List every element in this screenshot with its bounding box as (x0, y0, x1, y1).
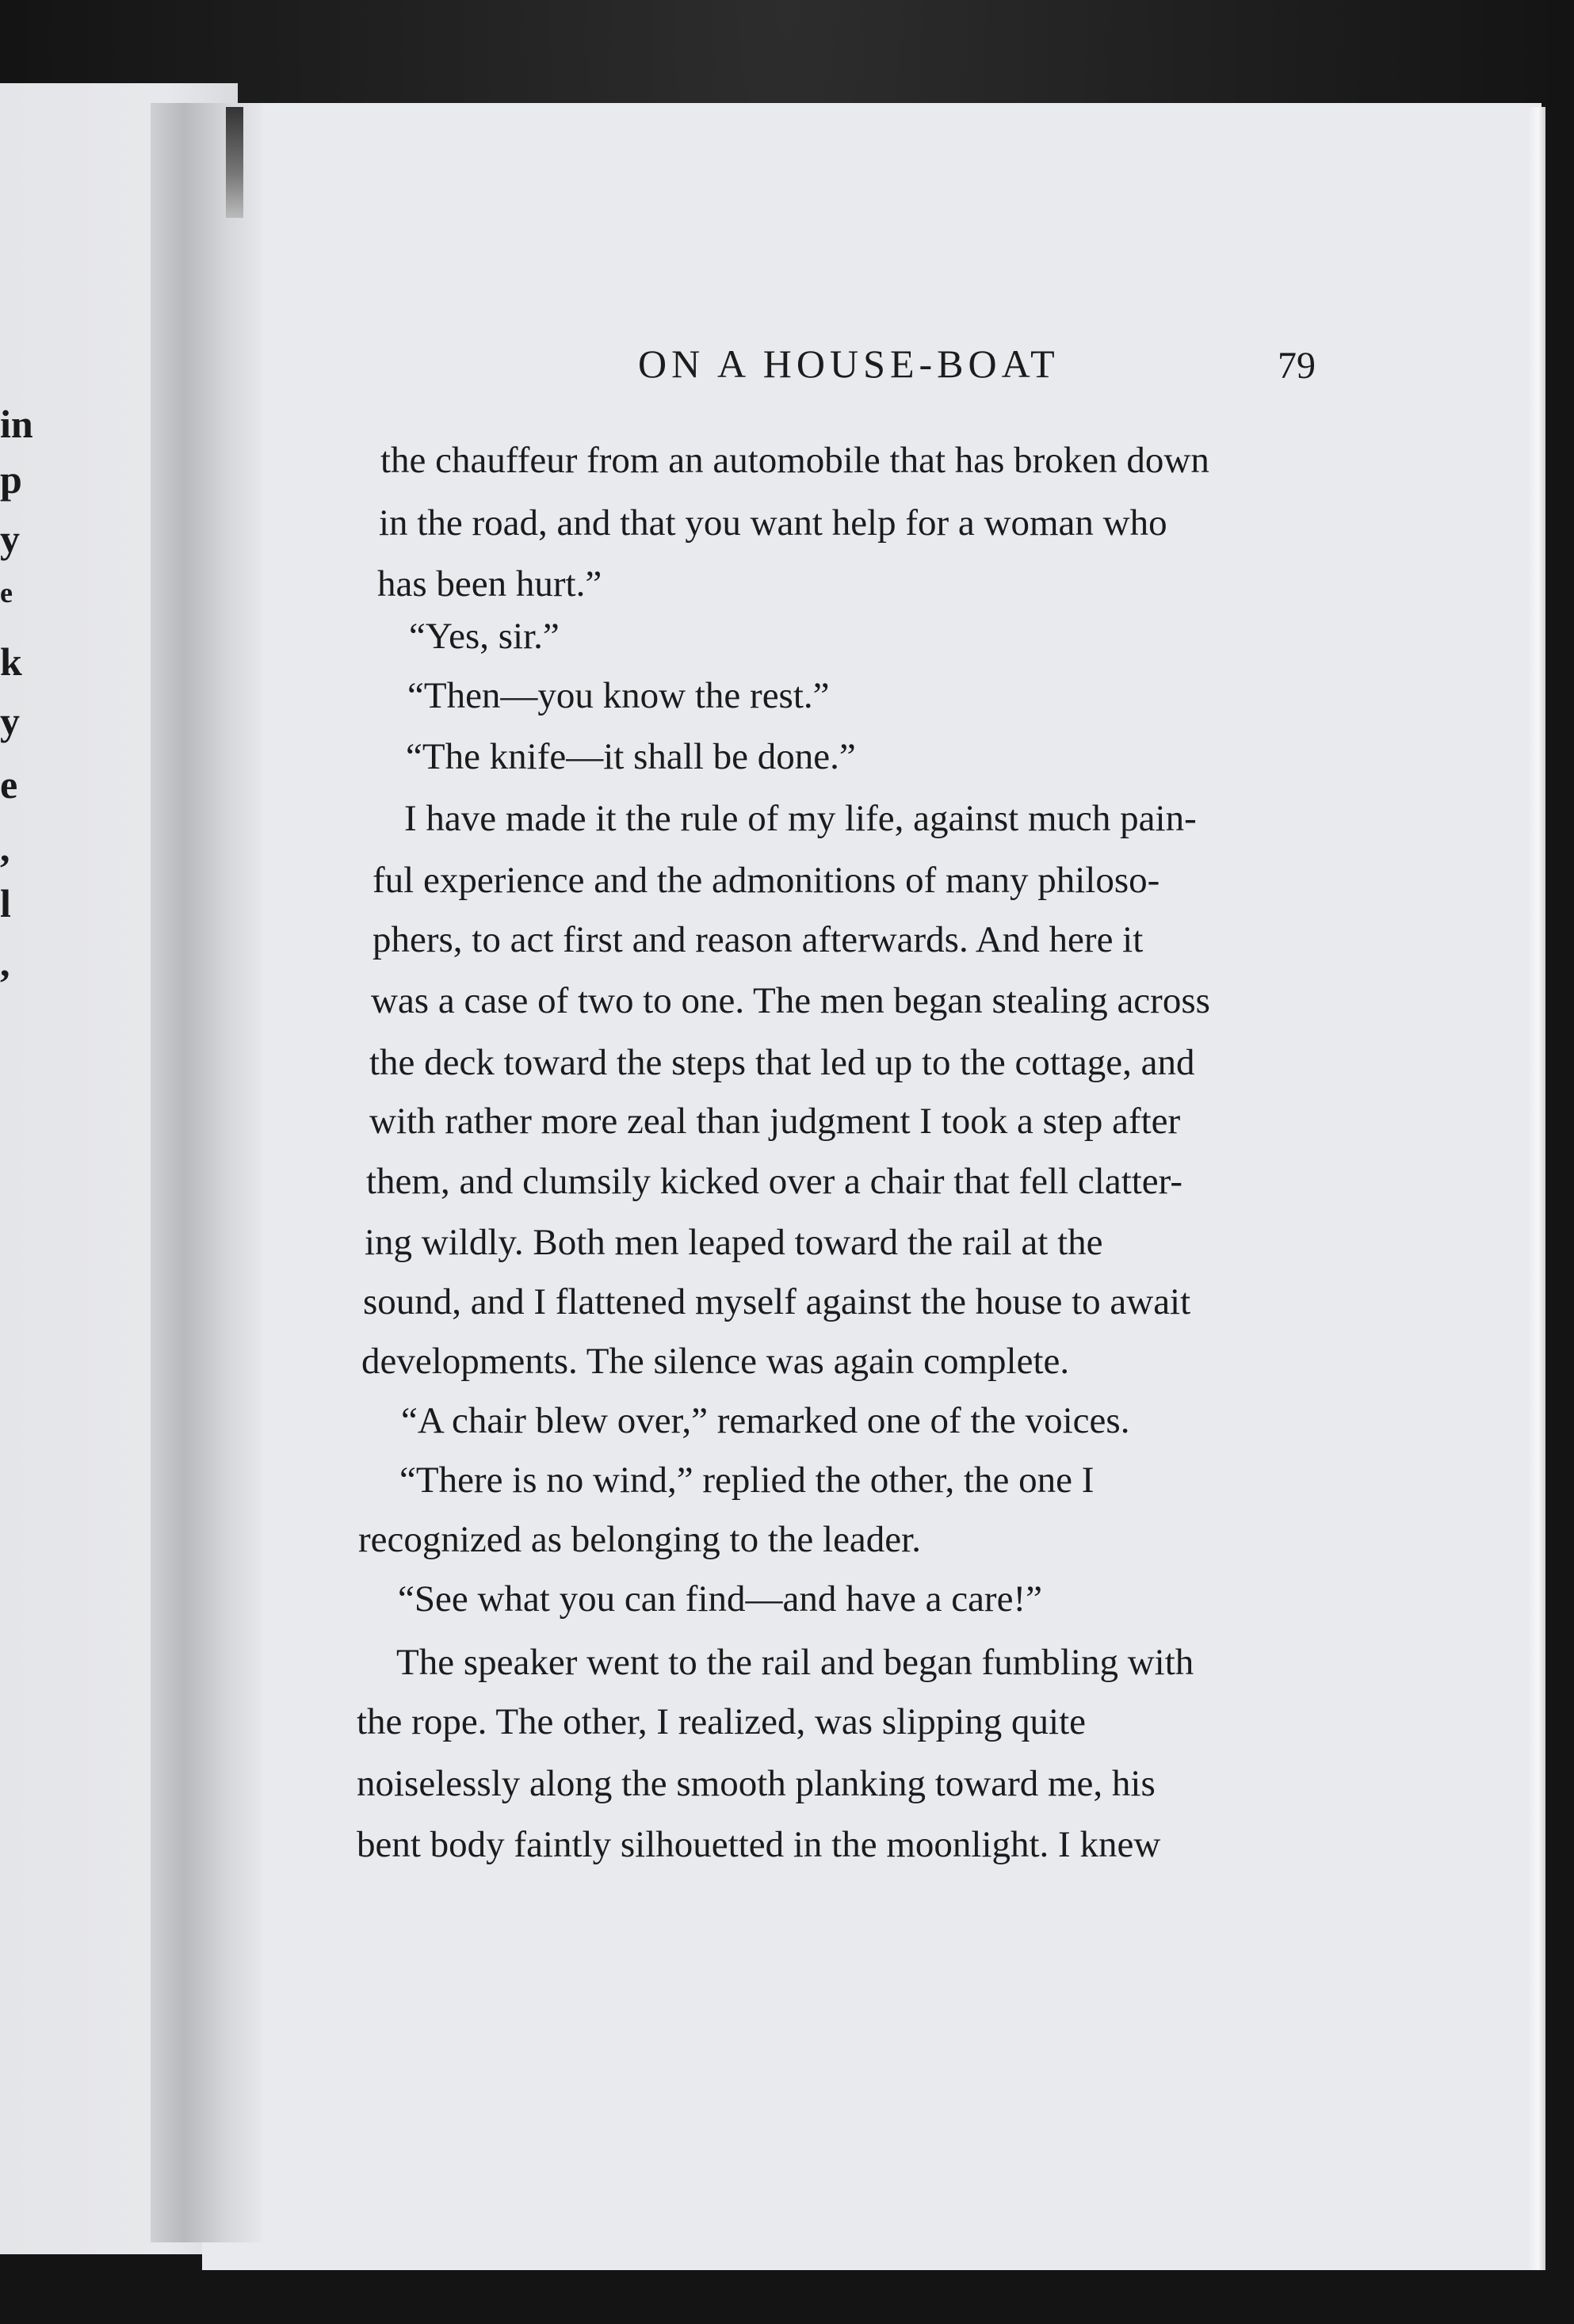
text-line: developments. The silence was again complete. (361, 1341, 1070, 1382)
page-edge (1528, 107, 1545, 2270)
text-line: them, and clumsily kicked over a chair that fell clatter- (366, 1161, 1183, 1202)
left-page-fragment: l (0, 881, 11, 925)
page-header (0, 341, 1574, 388)
text-line: the deck toward the steps that led up to the cottage, and (369, 1042, 1195, 1083)
left-page-fragment: in (0, 402, 33, 446)
text-line: the chauffeur from an automobile that has broken down (380, 440, 1209, 481)
text-line: ing wildly. Both men leaped toward the rail at the (365, 1222, 1103, 1263)
text-line: I have made it the rule of my life, against much pain- (404, 798, 1197, 839)
text-line: “See what you can find—and have a care!” (398, 1578, 1042, 1620)
left-page-fragment: , (0, 826, 10, 870)
text-line: The speaker went to the rail and began fumbling with (396, 1642, 1194, 1683)
left-page-fragment: y (0, 699, 20, 743)
page-number: 79 (1278, 345, 1316, 387)
left-page-fragment: e (0, 577, 13, 609)
text-line: ful experience and the admonitions of many philoso- (372, 860, 1160, 901)
text-line: bent body faintly silhouetted in the moonlight. I knew (357, 1824, 1161, 1865)
text-line: with rather more zeal than judgment I took a step after (369, 1101, 1181, 1142)
text-line: “There is no wind,” replied the other, the one I (399, 1460, 1095, 1501)
text-line: phers, to act first and reason afterwards. And here it (372, 919, 1144, 960)
text-line: “Yes, sir.” (409, 616, 560, 657)
running-head: ON A HOUSE-BOAT (638, 342, 1060, 386)
left-page-fragment: p (0, 457, 22, 502)
book-gutter (151, 103, 262, 2242)
text-line: “Then—you know the rest.” (407, 675, 830, 716)
text-line: noiselessly along the smooth planking toward me, his (357, 1763, 1156, 1804)
left-page-fragment: y (0, 517, 20, 561)
text-line: the rope. The other, I realized, was slipping quite (357, 1701, 1086, 1742)
left-page-fragment: e (0, 762, 18, 807)
text-line: sound, and I flattened myself against the house to await (363, 1281, 1191, 1322)
text-line: was a case of two to one. The men began stealing across (371, 980, 1210, 1021)
text-line: “A chair blew over,” remarked one of the voices. (401, 1400, 1130, 1441)
left-page-fragment: k (0, 639, 22, 684)
text-line: recognized as belonging to the leader. (358, 1519, 921, 1560)
text-line: has been hurt.” (377, 563, 602, 605)
text-line: in the road, and that you want help for a woman who (379, 502, 1167, 544)
gutter-shadow (226, 107, 243, 218)
left-page-fragment: , (0, 941, 10, 985)
text-line: “The knife—it shall be done.” (406, 736, 856, 777)
